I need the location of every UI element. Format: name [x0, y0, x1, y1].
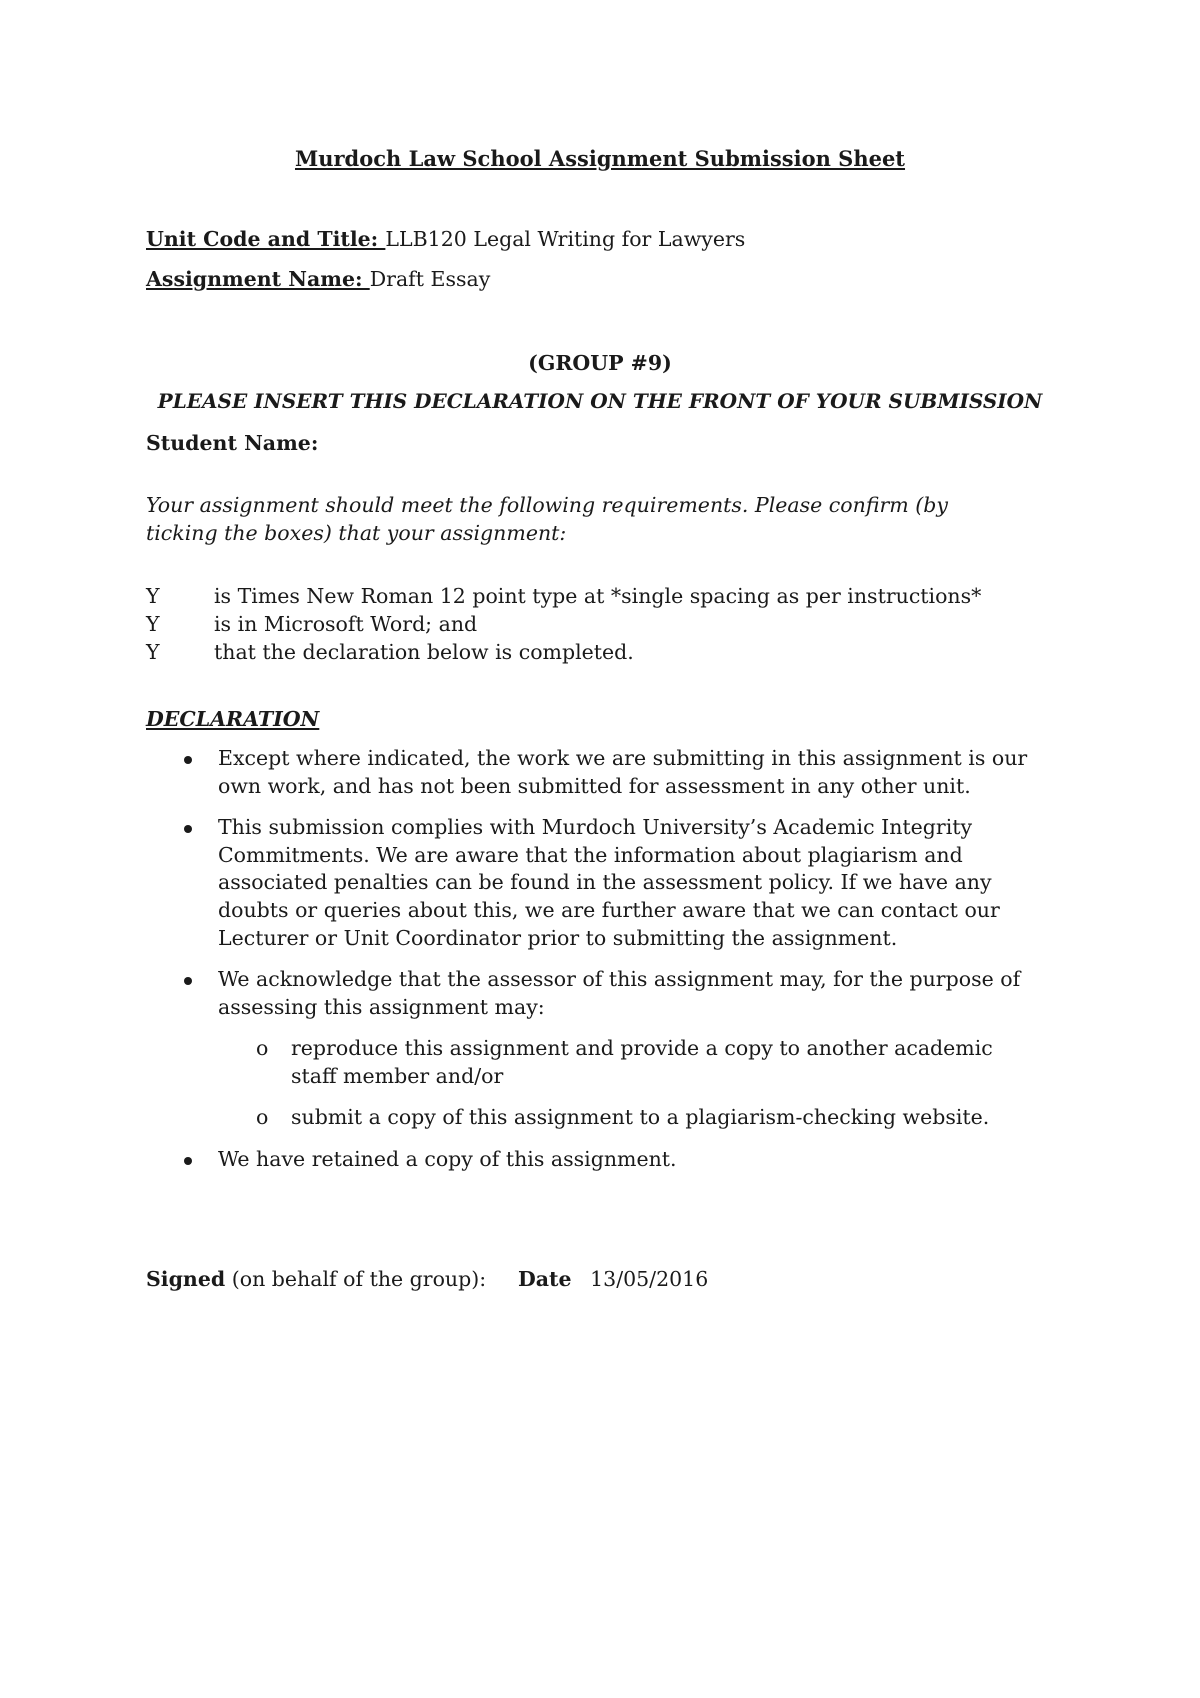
declaration-item [176, 745, 1056, 800]
bullet-icon [184, 977, 192, 985]
declaration-item-text: We acknowledge that the assessor of this assignment may, for the purpose of assessing this assignment may: [218, 967, 1021, 1019]
sub-item-text: reproduce this assignment and provide a copy to another academic staff member and/or [291, 1036, 993, 1088]
assignment-value: Draft Essay [369, 267, 491, 291]
requirement-text: is in Microsoft Word; and [214, 612, 478, 636]
declaration-notice: PLEASE INSERT THIS DECLARATION ON THE FRONT OF YOUR SUBMISSION [157, 389, 1043, 413]
document-title: Murdoch Law School Assignment Submission Sheet [294, 146, 906, 171]
sub-item [256, 1035, 1026, 1090]
declaration-item-text: This submission complies with Murdoch University’s Academic Integrity Commitments. We are aware that the information about plagiarism and associated penalties can be found in the assessment policy. If we have any doubts or queries about this, we are further aware that we can contact our Lecturer or Unit Coordinator prior to submitting the assignment. [218, 815, 1000, 950]
date-line [518, 1266, 708, 1294]
signed-label: Signed [146, 1267, 226, 1291]
requirement-row [146, 611, 477, 639]
unit-label: Unit Code and Title: [146, 227, 386, 251]
date-label: Date [518, 1267, 572, 1291]
declaration-item-text: We have retained a copy of this assignment. [218, 1147, 677, 1171]
declaration-item [176, 814, 1056, 952]
requirements-intro: Your assignment should meet the following requirements. Please confirm (by ticking the boxes) that your assignment: [146, 493, 948, 545]
signed-line [146, 1266, 486, 1294]
signed-note: (on behalf of the group): [225, 1267, 487, 1291]
sub-bullet-icon: o [256, 1036, 269, 1060]
sub-bullet-icon: o [256, 1105, 269, 1129]
sub-item [256, 1104, 1026, 1132]
declaration-item [176, 966, 1056, 1021]
assignment-line [146, 266, 490, 294]
group-number: (GROUP #9) [528, 351, 672, 375]
declaration-heading: DECLARATION [146, 707, 320, 731]
requirement-tick: Y [146, 584, 160, 608]
requirement-tick: Y [146, 612, 160, 636]
unit-value: LLB120 Legal Writing for Lawyers [385, 227, 746, 251]
requirement-text: that the declaration below is completed. [214, 640, 634, 664]
declaration-item [176, 1146, 1056, 1174]
requirement-row [146, 639, 634, 667]
unit-line [146, 226, 745, 254]
date-value: 13/05/2016 [590, 1267, 709, 1291]
requirement-row [146, 583, 981, 611]
requirement-text: is Times New Roman 12 point type at *single spacing as per instructions* [214, 584, 982, 608]
bullet-icon [184, 1157, 192, 1165]
sub-item-text: submit a copy of this assignment to a plagiarism-checking website. [291, 1105, 990, 1129]
declaration-item-text: Except where indicated, the work we are submitting in this assignment is our own work, and has not been submitted for assessment in any other unit. [218, 746, 1028, 798]
assignment-label: Assignment Name: [146, 267, 370, 291]
student-name-label: Student Name: [146, 431, 319, 455]
bullet-icon [184, 825, 192, 833]
requirement-tick: Y [146, 640, 160, 664]
bullet-icon [184, 756, 192, 764]
